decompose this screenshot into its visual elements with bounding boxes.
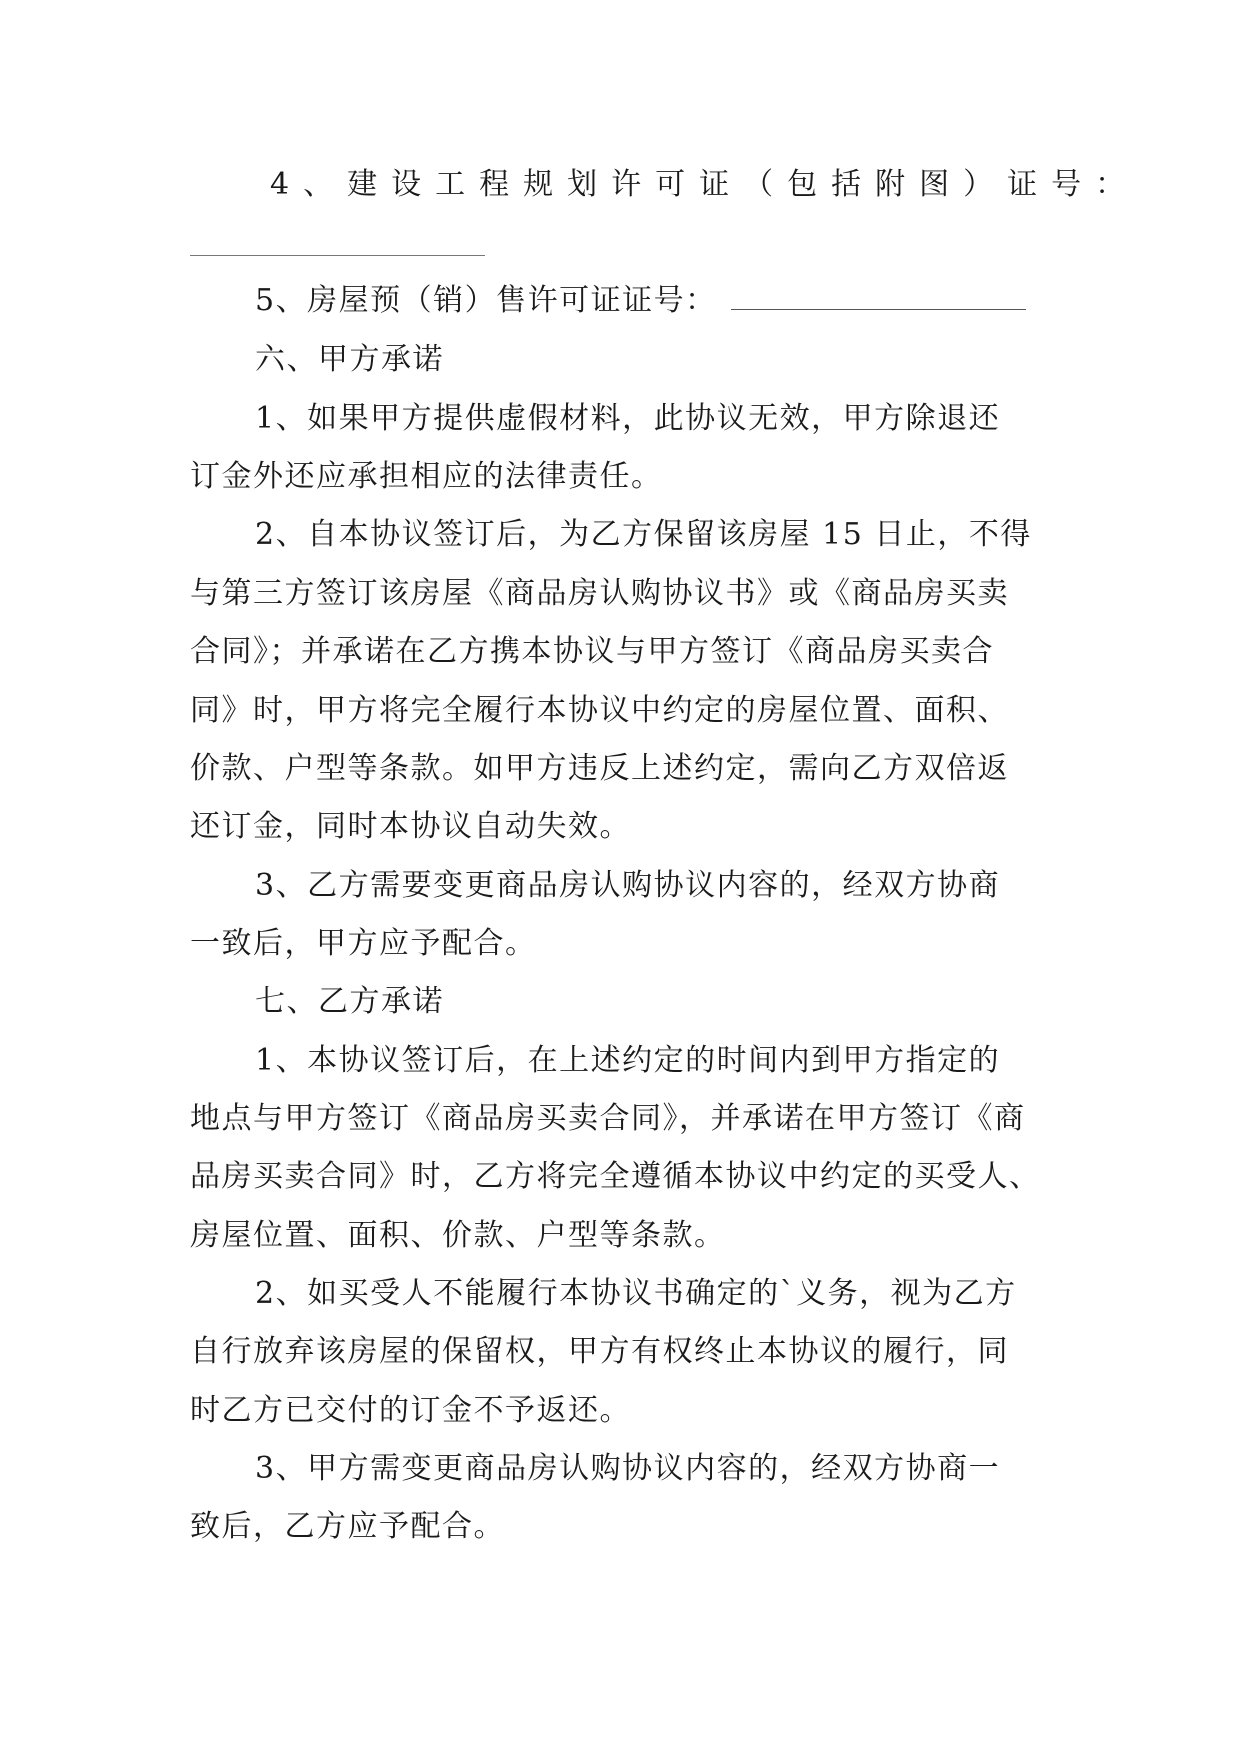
s7-p3-line-1: 3、甲方需变更商品房认购协议内容的，经双方协商一 <box>255 1451 1001 1486</box>
item-4-building-permit-line: 4、建设工程规划许可证（包括附图）证号： <box>270 167 1140 202</box>
s7-p2-line-3: 时乙方已交付的订金不予返还。 <box>190 1393 631 1428</box>
s6-p2-line-2: 与第三方签订该房屋《商品房认购协议书》或《商品房买卖 <box>190 576 1009 611</box>
s7-p1-line-2: 地点与甲方签订《商品房买卖合同》，并承诺在甲方签订《商 <box>190 1101 1026 1136</box>
s6-p2-line-6: 还订金，同时本协议自动失效。 <box>190 809 631 844</box>
s6-p3-line-2: 一致后，甲方应予配合。 <box>190 926 537 961</box>
s7-p1-line-3: 品房买卖合同》时，乙方将完全遵循本协议中约定的买受人、 <box>190 1159 1041 1194</box>
section-7-title: 七、乙方承诺 <box>255 984 444 1019</box>
item-5-blank-underline <box>731 285 1026 310</box>
section-6-title: 六、甲方承诺 <box>255 342 444 377</box>
s7-p1-line-4: 房屋位置、面积、价款、户型等条款。 <box>190 1218 726 1253</box>
s6-p2-line-5: 价款、户型等条款。如甲方违反上述约定，需向乙方双倍返 <box>190 751 1009 786</box>
s7-p3-line-2: 致后，乙方应予配合。 <box>190 1509 505 1544</box>
s6-p2-line-3: 合同》；并承诺在乙方携本协议与甲方签订《商品房买卖合 <box>190 634 994 669</box>
item-5-presale-permit-line <box>255 285 1026 316</box>
s7-p1-line-1: 1、本协议签订后，在上述约定的时间内到甲方指定的 <box>255 1043 1001 1078</box>
item-5-label: 5、房屋预（销）售许可证证号： <box>255 283 717 318</box>
s6-p2-line-4: 同》时，甲方将完全履行本协议中约定的房屋位置、面积、 <box>190 693 1009 728</box>
item-4-blank-underline <box>190 255 485 256</box>
s6-p2-line-1: 2、自本协议签订后，为乙方保留该房屋 15 日止，不得 <box>255 517 1032 552</box>
s7-p2-line-1: 2、如买受人不能履行本协议书确定的`义务，视为乙方 <box>255 1276 1017 1311</box>
s6-p1-line-2: 订金外还应承担相应的法律责任。 <box>190 459 663 494</box>
s6-p1-line-1: 1、如果甲方提供虚假材料，此协议无效，甲方除退还 <box>255 401 1001 436</box>
s6-p3-line-1: 3、乙方需要变更商品房认购协议内容的，经双方协商 <box>255 868 1001 903</box>
s7-p2-line-2: 自行放弃该房屋的保留权，甲方有权终止本协议的履行，同 <box>190 1334 1009 1369</box>
